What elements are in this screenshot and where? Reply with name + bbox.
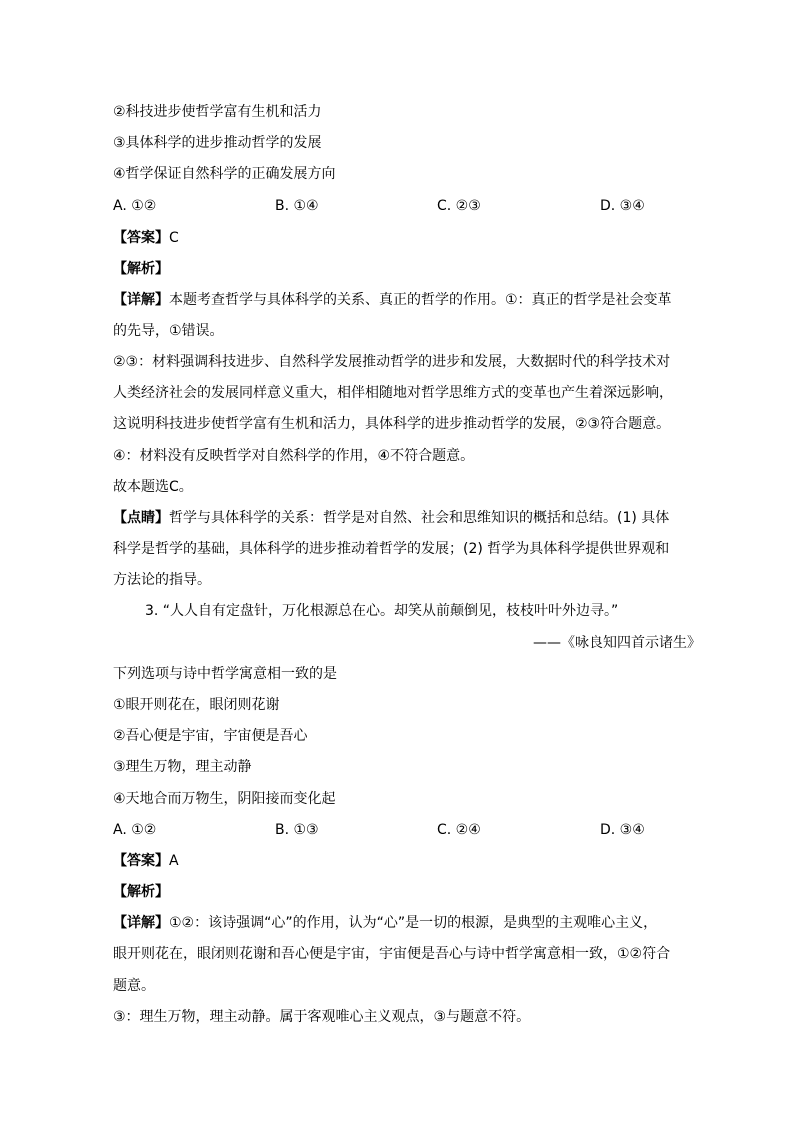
q3-detail-line-3: 题意。 [113, 978, 155, 994]
q2-option-a: A. ①② [113, 198, 157, 214]
q3-detail-line-1 [113, 913, 693, 933]
q3-prompt: 下列选项与诗中哲学寓意相一致的是 [113, 666, 337, 682]
q3-detail-line-4: ③：理生万物，理主动静。属于客观唯心主义观点，③与题意不符。 [113, 1009, 531, 1025]
answer-value: A [169, 853, 179, 869]
q3-detail-line-2: 眼开则花在，眼闭则花谢和吾心便是宇宙，宇宙便是吾心与诗中哲学寓意相一致，①②符合 [113, 946, 671, 962]
q2-analysis-label: 【解析】 [113, 261, 169, 277]
q3-item-3: ③理生万物，理主动静 [113, 759, 252, 775]
q2-detail-line-3: ②③：材料强调科技进步、自然科学发展推动哲学的进步和发展，大数据时代的科学技术对 [113, 354, 671, 370]
answer-value: C [169, 230, 179, 246]
detail-label: 【详解】 [113, 915, 169, 931]
q2-detail-line-1 [113, 290, 693, 310]
q2-option-d: D. ③④ [600, 198, 645, 214]
q2-item-2: ②科技进步使哲学富有生机和活力 [113, 104, 322, 120]
q3-option-d: D. ③④ [600, 822, 645, 838]
q2-item-3: ③具体科学的进步推动哲学的发展 [113, 135, 322, 151]
q2-tip-line-2: 科学是哲学的基础，具体科学的进步推动着哲学的发展；(2) 哲学为具体科学提供世界观和 [113, 541, 670, 557]
detail-label: 【详解】 [113, 292, 169, 308]
q3-item-4: ④天地合而万物生，阴阳接而变化起 [113, 791, 336, 807]
answer-label: 【答案】 [113, 853, 169, 869]
q2-tip-line-3: 方法论的指导。 [113, 572, 211, 588]
q2-detail-line-5: 这说明科技进步使哲学富有生机和活力，具体科学的进步推动哲学的发展，②③符合题意。 [113, 416, 671, 432]
q2-option-c: C. ②③ [437, 198, 481, 214]
q2-answer [113, 228, 693, 248]
q3-option-c: C. ②④ [437, 822, 481, 838]
q2-item-4: ④哲学保证自然科学的正确发展方向 [113, 166, 336, 182]
q2-detail-line-6: ④：材料没有反映哲学对自然科学的作用，④不符合题意。 [113, 448, 475, 464]
q2-option-b: B. ①④ [275, 198, 319, 214]
detail-text: ①②：该诗强调“心”的作用，认为“心”是一切的根源，是典型的主观唯心主义， [169, 915, 658, 931]
q3-analysis-label: 【解析】 [113, 884, 169, 900]
q2-detail-line-7: 故本题选C。 [113, 479, 193, 495]
detail-text: 本题考查哲学与具体科学的关系、真正的哲学的作用。①：真正的哲学是社会变革 [169, 292, 672, 308]
q3-item-2: ②吾心便是宇宙，宇宙便是吾心 [113, 728, 308, 744]
q2-detail-line-4: 人类经济社会的发展同样意义重大，相伴相随地对哲学思维方式的变革也产生着深远影响， [113, 385, 673, 401]
q3-option-b: B. ①③ [275, 822, 319, 838]
q3-option-a: A. ①② [113, 822, 157, 838]
tip-label: 【点睛】 [113, 510, 169, 526]
q2-tip-line-1 [113, 508, 693, 528]
tip-text: 哲学与具体科学的关系：哲学是对自然、社会和思维知识的概括和总结。(1) 具体 [169, 510, 670, 526]
q2-detail-line-2: 的先导，①错误。 [113, 323, 224, 339]
q3-stem: 3. “人人自有定盘针，万化根源总在心。却笑从前颠倒见，枝枝叶叶外边寻。” [145, 603, 619, 619]
answer-label: 【答案】 [113, 230, 169, 246]
q3-item-1: ①眼开则花在，眼闭则花谢 [113, 697, 280, 713]
q3-answer [113, 851, 693, 871]
q3-source: ——《咏良知四首示诸生》 [533, 635, 701, 651]
